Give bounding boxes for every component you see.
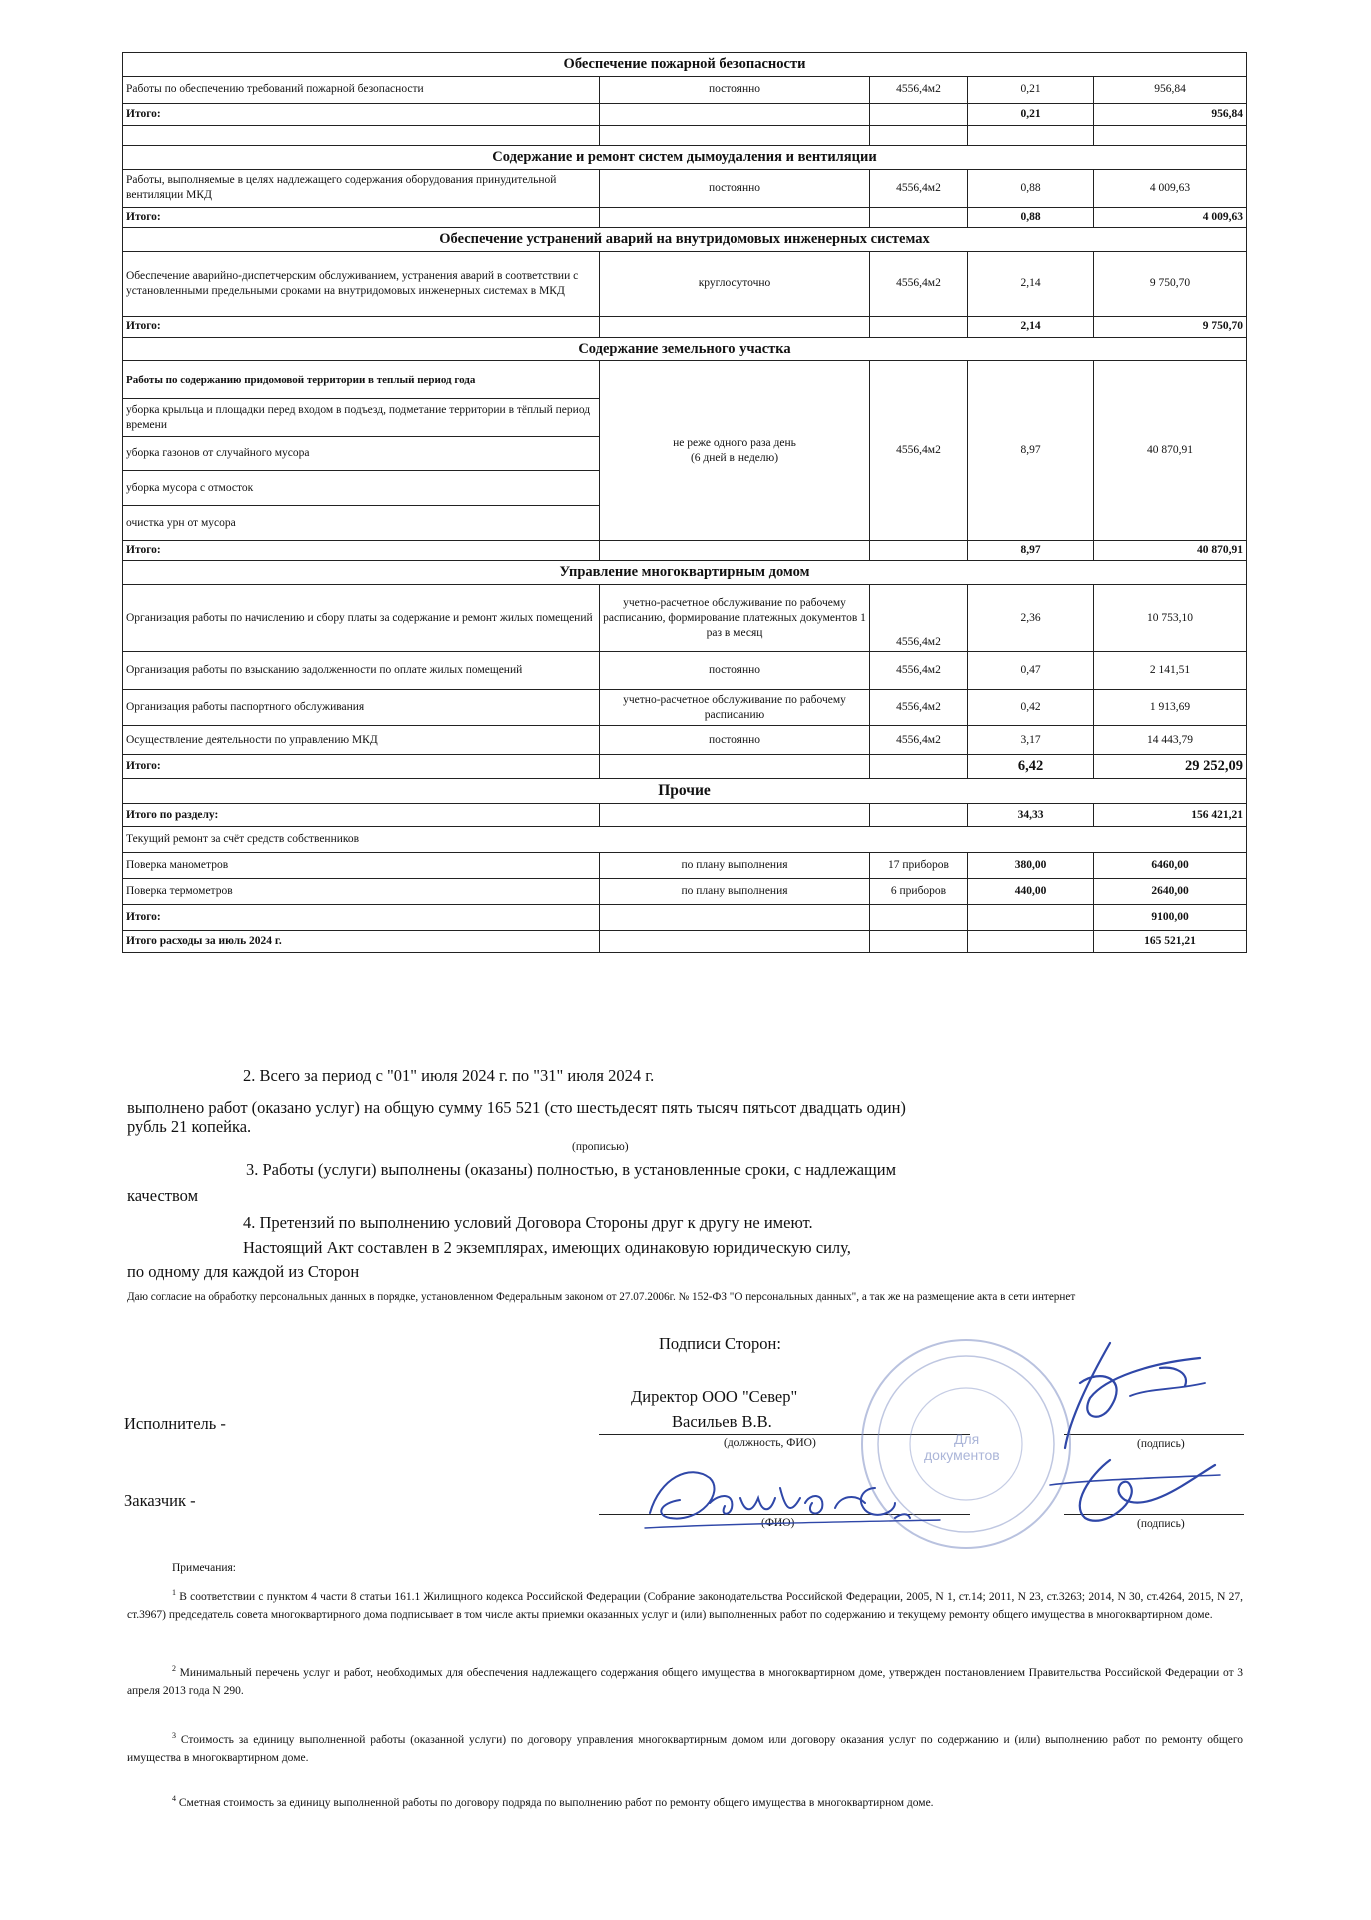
work-item: уборка крыльца и площадки перед входом в подъезд, подметание территории в тёплый период времени <box>123 399 600 437</box>
empty-row <box>123 125 1247 145</box>
work-item: очистка урн от мусора <box>123 506 600 541</box>
work-sum: 956,84 <box>1094 76 1247 103</box>
repair-price: 440,00 <box>968 879 1094 905</box>
note-text: В соответствии с пунктом 4 части 8 статьи 161.1 Жилищного кодекса Российской Федерации (Собрание законодательства Российской Федерации, 2005, N 1, ст.14; 2011, N 23, ст.3263; 2014, N 30, ст.4264, 2015, N 27, ст.3967) председатель совета многоквартирного дома подписывает в том числе акты приемки оказанных услуг и (или) выполненных работ по содержанию и текущему ремонту общего имущества в многоквартирном доме. <box>127 1590 1243 1621</box>
work-sum: 9 750,70 <box>1094 251 1247 316</box>
work-name: Работы по обеспечению требований пожарной безопасности <box>123 76 600 103</box>
total-row <box>123 541 1247 561</box>
total-rate: 6,42 <box>968 755 1094 779</box>
executor-signature <box>1010 1338 1220 1458</box>
frequency-line: (6 дней в неделю) <box>690 451 779 464</box>
work-name: Обеспечение аварийно-диспетчерским обслуживанием, устранения аварий в соответствии с установленными предельными сроками на внутридомовых инженерных системах в МКД <box>123 251 600 316</box>
work-item: уборка газонов от случайного мусора <box>123 437 600 471</box>
signatures-title: Подписи Сторон: <box>659 1334 781 1353</box>
work-area: 4556,4м2 <box>870 690 968 726</box>
frequency-line: не реже одного раза день <box>673 436 796 449</box>
consent-text: Даю согласие на обработку персональных данных в порядке, установленном Федеральным законом от 27.07.2006г. № 152-ФЗ "О персональных данных", а так же на размещение акта в сети интернет <box>127 1291 1076 1303</box>
note-3: $^3$ Стоимость за единицу выполненной работы (оказанной услуги) по договору управления многоквартирным домом или договору оказания услуг по содержанию и (или) выполнению работ по ремонту общего имущества в многоквартирном доме. <box>127 1731 1243 1764</box>
total-rate: 0,21 <box>968 103 1094 125</box>
section-heading <box>123 53 1247 77</box>
section-total-rate: 34,33 <box>968 804 1094 827</box>
work-rate: 0,42 <box>968 690 1094 726</box>
work-rate: 0,21 <box>968 76 1094 103</box>
work-sum: 4 009,63 <box>1094 169 1247 207</box>
stamp-text: Для <box>954 1431 980 1447</box>
table-row <box>123 652 1247 690</box>
work-frequency: учетно-расчетное обслуживание по рабочему расписанию <box>600 690 870 726</box>
section-heading <box>123 227 1247 251</box>
executor-position: Директор ООО "Север" <box>631 1387 798 1406</box>
work-rate: 3,17 <box>968 726 1094 755</box>
work-area: 4556,4м2 <box>870 726 968 755</box>
total-rate: 0,88 <box>968 207 1094 227</box>
total-sum: 4 009,63 <box>1094 207 1247 227</box>
executor-label: Исполнитель - <box>124 1414 226 1433</box>
repair-frequency: по плану выполнения <box>600 879 870 905</box>
table-row <box>123 879 1247 905</box>
section-title: Содержание земельного участка <box>123 337 1247 361</box>
section-title: Обеспечение устранений аварий на внутридомовых инженерных системах <box>123 227 1247 251</box>
section-title: Обеспечение пожарной безопасности <box>123 53 1247 77</box>
executor-name: Васильев В.В. <box>672 1412 772 1431</box>
work-sum: 10 753,10 <box>1094 585 1247 652</box>
customer-signature-caption: (подпись) <box>1137 1518 1185 1530</box>
work-area: 4556,4м2 <box>870 169 968 207</box>
work-frequency: учетно-расчетное обслуживание по рабочему расписанию, формирование платежных документов 1 раз в месяц <box>600 585 870 652</box>
work-frequency <box>600 361 870 541</box>
work-sum: 2 141,51 <box>1094 652 1247 690</box>
note-text: Стоимость за единицу выполненной работы (оказанной услуги) по договору управления многоквартирным домом или договору оказания услуг по содержанию и (или) выполнению работ по ремонту общего имущества в многоквартирном доме. <box>127 1733 1243 1764</box>
total-label: Итого: <box>123 541 600 561</box>
total-sum: 9 750,70 <box>1094 316 1247 337</box>
table-row <box>123 690 1247 726</box>
paragraph-2-amount: выполнено работ (оказано услуг) на общую сумму 165 521 (сто шестьдесят пять тысяч пятьсот двадцать один) <box>127 1098 906 1117</box>
work-group-title: Работы по содержанию придомовой территории в теплый период года <box>123 361 600 399</box>
total-row <box>123 207 1247 227</box>
repair-price: 380,00 <box>968 853 1094 879</box>
work-rate: 2,14 <box>968 251 1094 316</box>
total-row <box>123 755 1247 779</box>
executor-signature-caption: (подпись) <box>1137 1438 1185 1450</box>
repair-heading: Текущий ремонт за счёт средств собственников <box>123 827 1247 853</box>
work-frequency: постоянно <box>600 726 870 755</box>
note-2: $^2$ Минимальный перечень услуг и работ, необходимых для обеспечения надлежащего содержания общего имущества в многоквартирном доме, утвержден постановлением Правительства Российской Федерации от 3 апреля 2013 года N 290. <box>127 1664 1243 1697</box>
work-rate: 0,47 <box>968 652 1094 690</box>
work-area: 4556,4м2 <box>870 76 968 103</box>
total-sum: 29 252,09 <box>1094 755 1247 779</box>
grand-total-label: Итого расходы за июль 2024 г. <box>123 931 600 953</box>
section-title: Прочие <box>123 779 1247 804</box>
work-area: 4556,4м2 <box>870 652 968 690</box>
note-text: Сметная стоимость за единицу выполненной работы по договору подряда по выполнению работ по ремонту общего имущества в многоквартирном доме. <box>178 1796 934 1809</box>
work-area: 4556,4м2 <box>870 361 968 541</box>
repair-total-row <box>123 905 1247 931</box>
total-sum: 40 870,91 <box>1094 541 1247 561</box>
section-title: Управление многоквартирным домом <box>123 561 1247 585</box>
section-heading <box>123 779 1247 804</box>
repair-sum: 2640,00 <box>1094 879 1247 905</box>
paragraph-5-cont: по одному для каждой из Сторон <box>127 1262 360 1281</box>
total-rate: 2,14 <box>968 316 1094 337</box>
work-rate: 2,36 <box>968 585 1094 652</box>
total-row <box>123 103 1247 125</box>
note-4: $^4$ Сметная стоимость за единицу выполненной работы по договору подряда по выполнению работ по ремонту общего имущества в многоквартирном доме. <box>172 1794 934 1809</box>
paragraph-2: 2. Всего за период с "01" июля 2024 г. по "31" июля 2024 г. <box>243 1066 655 1085</box>
work-frequency: постоянно <box>600 76 870 103</box>
repair-total-sum: 9100,00 <box>1094 905 1247 931</box>
notes-heading: Примечания: <box>172 1562 236 1574</box>
work-name: Осуществление деятельности по управлению МКД <box>123 726 600 755</box>
stamp-text: документов <box>924 1447 1000 1463</box>
section-heading <box>123 145 1247 169</box>
customer-label: Заказчик - <box>124 1491 196 1510</box>
table-row <box>123 853 1247 879</box>
table-row <box>123 726 1247 755</box>
repair-quantity: 17 приборов <box>870 853 968 879</box>
customer-handwritten-name <box>640 1458 960 1538</box>
customer-signature-mark <box>1030 1450 1230 1530</box>
work-area: 4556,4м2 <box>870 251 968 316</box>
section-total-sum: 156 421,21 <box>1094 804 1247 827</box>
repair-name: Поверка термометров <box>123 879 600 905</box>
work-rate: 0,88 <box>968 169 1094 207</box>
work-name: Организация работы паспортного обслуживания <box>123 690 600 726</box>
table-row <box>123 76 1247 103</box>
section-title: Содержание и ремонт систем дымоудаления и вентиляции <box>123 145 1247 169</box>
repair-heading-row <box>123 827 1247 853</box>
section-total-row <box>123 804 1247 827</box>
paragraph-3: 3. Работы (услуги) выполнены (оказаны) полностью, в установленные сроки, с надлежащим <box>246 1160 897 1179</box>
total-label: Итого: <box>123 103 600 125</box>
work-rate: 8,97 <box>968 361 1094 541</box>
section-total-label: Итого по разделу: <box>123 804 600 827</box>
paragraph-2-amount-cont: рубль 21 копейка. <box>127 1117 252 1136</box>
work-sum: 14 443,79 <box>1094 726 1247 755</box>
table-row <box>123 361 1247 399</box>
total-rate: 8,97 <box>968 541 1094 561</box>
total-label: Итого: <box>123 755 600 779</box>
total-row <box>123 316 1247 337</box>
table-row <box>123 251 1247 316</box>
work-item: уборка мусора с отмосток <box>123 471 600 506</box>
executor-caption: (должность, ФИО) <box>724 1437 816 1449</box>
table-row <box>123 169 1247 207</box>
work-name: Организация работы по начислению и сбору платы за содержание и ремонт жилых помещений <box>123 585 600 652</box>
section-heading <box>123 561 1247 585</box>
repair-sum: 6460,00 <box>1094 853 1247 879</box>
note-text: Минимальный перечень услуг и работ, необходимых для обеспечения надлежащего содержания общего имущества в многоквартирном доме, утвержден постановлением Правительства Российской Федерации от 3 апреля 2013 года N 290. <box>127 1666 1243 1697</box>
note-1: $^1$ В соответствии с пунктом 4 части 8 статьи 161.1 Жилищного кодекса Российской Федерации (Собрание законодательства Российской Федерации, 2005, N 1, ст.14; 2011, N 23, ст.3263; 2014, N 30, ст.4264, 2015, N 27, ст.3967) председатель совета многоквартирного дома подписывает в том числе акты приемки оказанных услуг и (или) выполненных работ по содержанию и текущему ремонту общего имущества в многоквартирном доме. <box>127 1588 1243 1621</box>
grand-total-row <box>123 931 1247 953</box>
work-name: Организация работы по взысканию задолженности по оплате жилых помещений <box>123 652 600 690</box>
repair-total-label: Итого: <box>123 905 600 931</box>
caption-propisyu: (прописью) <box>572 1141 629 1153</box>
work-frequency: постоянно <box>600 169 870 207</box>
repair-frequency: по плану выполнения <box>600 853 870 879</box>
work-sum: 40 870,91 <box>1094 361 1247 541</box>
total-label: Итого: <box>123 316 600 337</box>
work-frequency: постоянно <box>600 652 870 690</box>
total-label: Итого: <box>123 207 600 227</box>
section-heading <box>123 337 1247 361</box>
total-sum: 956,84 <box>1094 103 1247 125</box>
grand-total-sum: 165 521,21 <box>1094 931 1247 953</box>
work-name: Работы, выполняемые в целях надлежащего содержания оборудования принудительной вентиляции МКД <box>123 169 600 207</box>
paragraph-4: 4. Претензий по выполнению условий Договора Стороны друг к другу не имеют. <box>243 1213 813 1232</box>
paragraph-3-cont: качеством <box>127 1186 199 1205</box>
paragraph-5: Настоящий Акт составлен в 2 экземплярах, имеющих одинаковую юридическую силу, <box>243 1238 851 1257</box>
repair-quantity: 6 приборов <box>870 879 968 905</box>
work-area: 4556,4м2 <box>870 585 968 652</box>
repair-name: Поверка манометров <box>123 853 600 879</box>
table-row <box>123 585 1247 652</box>
work-frequency: круглосуточно <box>600 251 870 316</box>
customer-caption: (ФИО) <box>761 1517 795 1529</box>
services-table <box>122 52 1247 953</box>
work-sum: 1 913,69 <box>1094 690 1247 726</box>
